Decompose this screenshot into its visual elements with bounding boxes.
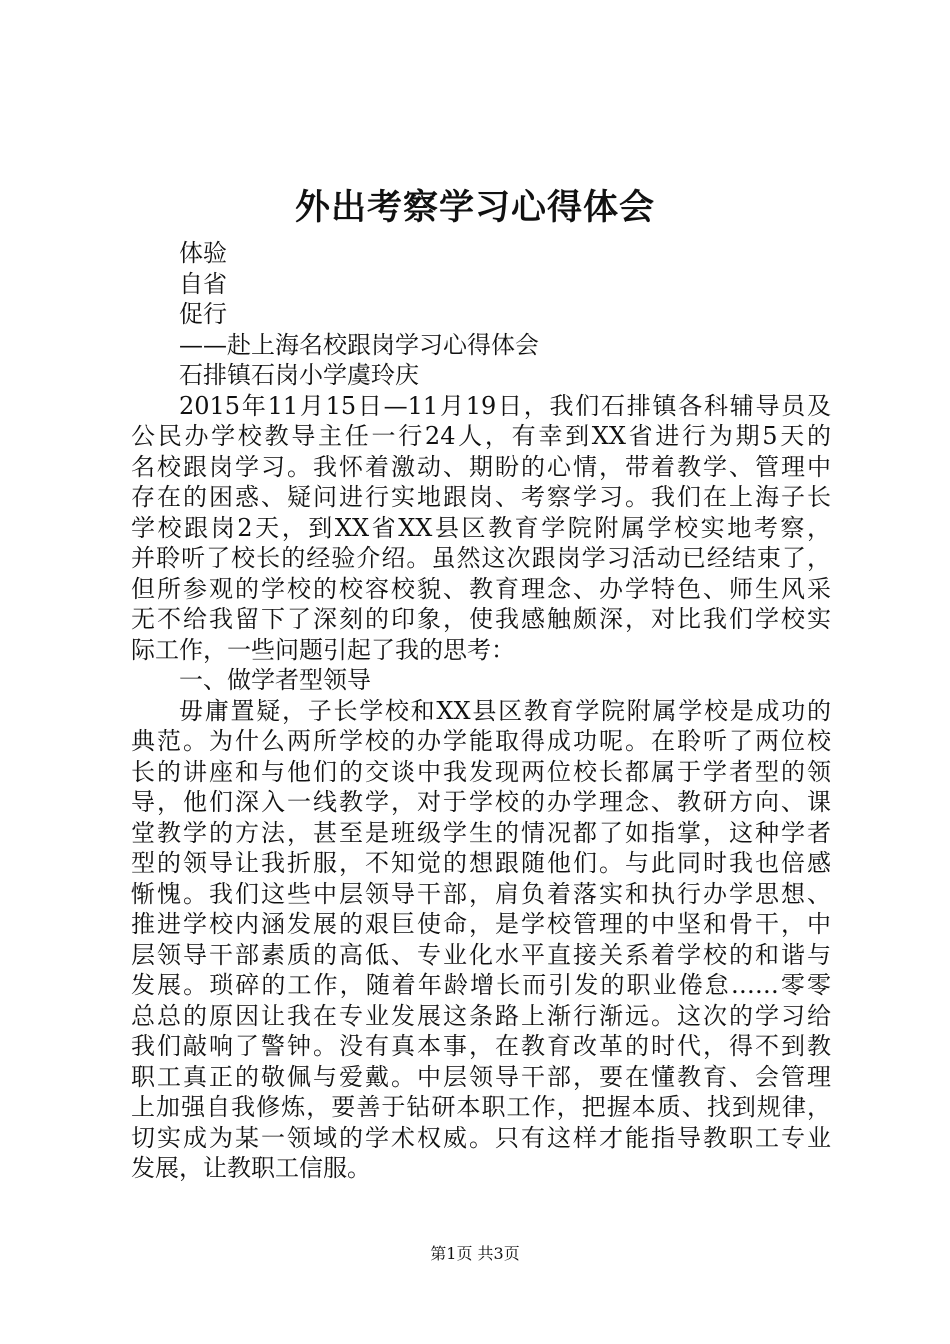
paragraph-line: 名校跟岗学习。我怀着激动、期盼的心情，带着教学、管理中 — [131, 452, 831, 481]
author-line: 石排镇石岗小学虞玲庆 — [179, 361, 419, 389]
subtitle-line: ——赴上海名校跟岗学习心得体会 — [179, 330, 539, 359]
paragraph-line: 职工真正的敬佩与爱戴。中层领导干部，要在懂教育、会管理 — [131, 1062, 831, 1091]
paragraph-line: 上加强自我修炼，要善于钻研本职工作，把握本质、找到规律， — [131, 1093, 831, 1121]
paragraph-line: 长的讲座和与他们的交谈中我发现两位校长都属于学者型的领 — [131, 757, 831, 786]
paragraph-line: 但所参观的学校的校容校貌、教育理念、办学特色、师生风采 — [131, 574, 831, 603]
paragraph-line: 我们敲响了警钟。没有真本事，在教育改革的时代，得不到教 — [131, 1032, 831, 1060]
paragraph-line: 层领导干部素质的高低、专业化水平直接关系着学校的和谐与 — [131, 940, 831, 969]
paragraph-line: 无不给我留下了深刻的印象，使我感触颇深，对比我们学校实 — [131, 605, 831, 633]
paragraph-line: 发展，让教职工信服。 — [131, 1154, 371, 1182]
paragraph-line: 学校跟岗2天，到XX省XX县区教育学院附属学校实地考察， — [131, 513, 831, 542]
header-line: 体验 — [179, 239, 227, 267]
paragraph-line: 际工作，一些问题引起了我的思考： — [131, 635, 515, 664]
paragraph-line: 堂教学的方法，甚至是班级学生的情况都了如指掌，这种学者 — [131, 818, 831, 847]
paragraph-line: 切实成为某一领域的学术权威。只有这样才能指导教职工专业 — [131, 1123, 831, 1152]
page-footer: 第1页 共3页 — [430, 1244, 520, 1263]
paragraph-line: 存在的困惑、疑问进行实地跟岗、考察学习。我们在上海子长 — [131, 483, 831, 511]
paragraph-line: 典范。为什么两所学校的办学能取得成功呢。在聆听了两位校 — [131, 727, 831, 755]
paragraph-line: 总总的原因让我在专业发展这条路上渐行渐远。这次的学习给 — [131, 1001, 831, 1030]
section-heading: 一、做学者型领导 — [179, 666, 371, 694]
document-body — [131, 238, 831, 1184]
paragraph-line: 并聆听了校长的经验介绍。虽然这次跟岗学习活动已经结束了， — [131, 544, 831, 572]
paragraph-line: 导，他们深入一线教学，对于学校的办学理念、教研方向、课 — [131, 788, 831, 816]
paragraph-line: 毋庸置疑，子长学校和XX县区教育学院附属学校是成功的 — [179, 696, 831, 725]
paragraph-line: 推进学校内涵发展的艰巨使命，是学校管理的中坚和骨干，中 — [131, 910, 831, 938]
paragraph-line: 型的领导让我折服，不知觉的想跟随他们。与此同时我也倍感 — [131, 849, 831, 877]
header-line: 自省 — [179, 269, 227, 298]
document-title: 外出考察学习心得体会 — [294, 187, 655, 228]
header-line: 促行 — [179, 300, 227, 328]
paragraph-line: 惭愧。我们这些中层领导干部，肩负着落实和执行办学思想、 — [131, 879, 831, 908]
paragraph-line: 公民办学校教导主任一行24人，有幸到XX省进行为期5天的 — [131, 422, 831, 450]
paragraph-line: 发展。琐碎的工作，随着年龄增长而引发的职业倦怠……零零 — [131, 971, 831, 999]
paragraph-line: 2015年11月15日—11月19日，我们石排镇各科辅导员及 — [179, 391, 831, 420]
